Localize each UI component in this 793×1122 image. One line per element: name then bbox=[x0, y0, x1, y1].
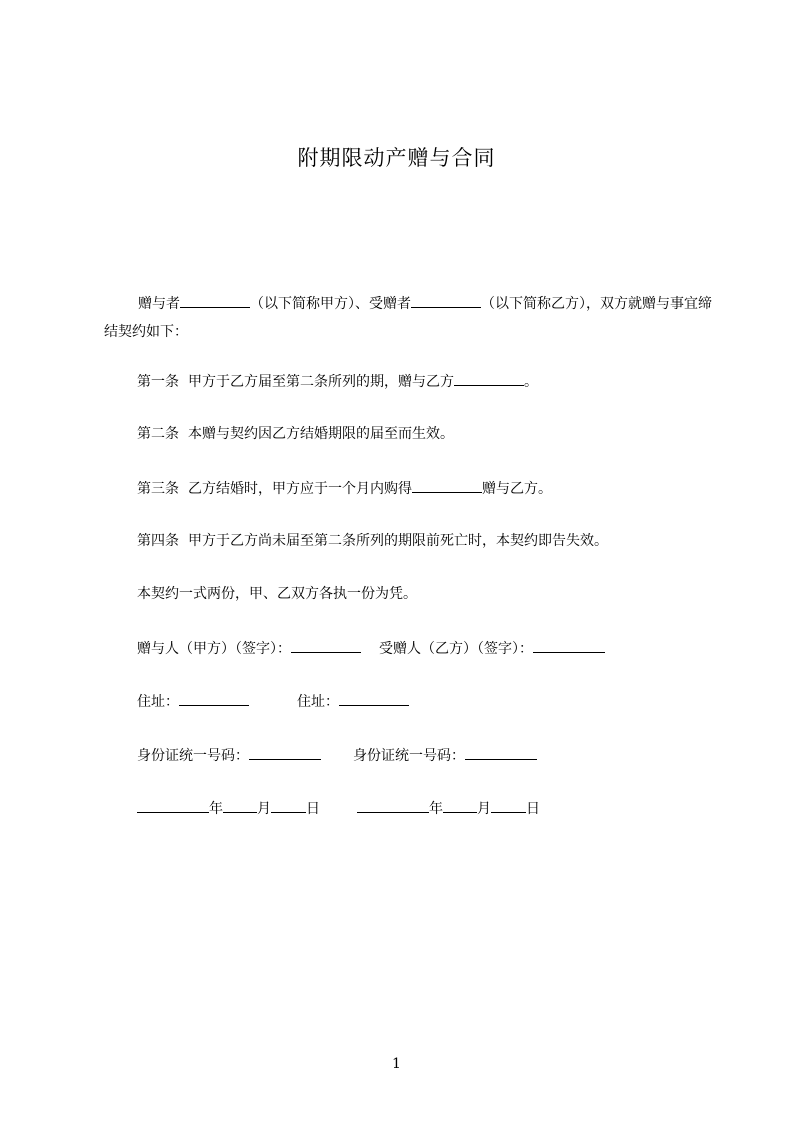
article-4 bbox=[137, 531, 608, 551]
article-3-label: 第三条 bbox=[137, 481, 179, 497]
date-line bbox=[137, 798, 540, 819]
donor-address-blank bbox=[179, 691, 249, 706]
article-3-text: 乙方结婚时，甲方应于一个月内购得 bbox=[188, 481, 412, 497]
donor-month-blank bbox=[223, 798, 257, 813]
article-3 bbox=[137, 478, 552, 499]
donee-year-label: 年 bbox=[429, 801, 443, 817]
donee-id-label: 身份证统一号码： bbox=[353, 748, 465, 764]
donee-address-label: 住址： bbox=[297, 694, 339, 710]
donee-month-label: 月 bbox=[477, 801, 491, 817]
donor-day-label: 日 bbox=[306, 801, 320, 817]
article-1-end: 。 bbox=[524, 374, 538, 390]
donor-id-blank bbox=[249, 745, 321, 760]
purchase-item-blank bbox=[412, 478, 482, 493]
intro-part-2: （以下简称甲方）、受赠者 bbox=[250, 296, 411, 312]
donor-signature-blank bbox=[291, 638, 361, 653]
address-line bbox=[137, 691, 409, 712]
signature-line bbox=[137, 638, 605, 659]
donee-month-blank bbox=[443, 798, 477, 813]
donee-signature-blank bbox=[533, 638, 605, 653]
donee-address-blank bbox=[339, 691, 409, 706]
donor-name-blank bbox=[180, 293, 250, 308]
article-4-text: 甲方于乙方尚未届至第二条所列的期限前死亡时，本契约即告失效。 bbox=[188, 533, 608, 549]
donee-signature-label: 受赠人（乙方）（签字）： bbox=[379, 641, 533, 657]
donee-id-blank bbox=[465, 745, 537, 760]
donor-month-label: 月 bbox=[257, 801, 271, 817]
donor-signature-label: 赠与人（甲方）（签字）： bbox=[137, 641, 291, 657]
donee-year-blank bbox=[357, 798, 429, 813]
article-4-label: 第四条 bbox=[137, 533, 179, 549]
donee-day-label: 日 bbox=[526, 801, 540, 817]
article-1 bbox=[137, 371, 538, 392]
article-3-end: 赠与乙方。 bbox=[482, 481, 552, 497]
donor-day-blank bbox=[271, 798, 306, 813]
intro-paragraph bbox=[104, 290, 724, 346]
article-1-text: 甲方于乙方届至第二条所列的期，赠与乙方 bbox=[188, 374, 454, 390]
donor-year-label: 年 bbox=[209, 801, 223, 817]
article-1-label: 第一条 bbox=[137, 374, 179, 390]
article-2-label: 第二条 bbox=[137, 426, 179, 442]
id-number-line bbox=[137, 745, 537, 766]
article-2 bbox=[137, 424, 454, 444]
document-title: 附期限动产赠与合同 bbox=[297, 146, 496, 170]
copies-clause: 本契约一式两份，甲、乙双方各执一份为凭。 bbox=[137, 586, 417, 602]
donee-day-blank bbox=[491, 798, 526, 813]
intro-part-3: （以下简称乙方），双方就赠与事宜缔结契约如下： bbox=[104, 296, 712, 340]
page-number: 1 bbox=[392, 1056, 401, 1072]
gift-item-blank bbox=[454, 371, 524, 386]
donee-name-blank bbox=[411, 293, 481, 308]
donor-address-label: 住址： bbox=[137, 694, 179, 710]
donor-year-blank bbox=[137, 798, 209, 813]
article-2-text: 本赠与契约因乙方结婚期限的届至而生效。 bbox=[188, 426, 454, 442]
intro-part-1: 赠与者 bbox=[138, 296, 180, 312]
donor-id-label: 身份证统一号码： bbox=[137, 748, 249, 764]
